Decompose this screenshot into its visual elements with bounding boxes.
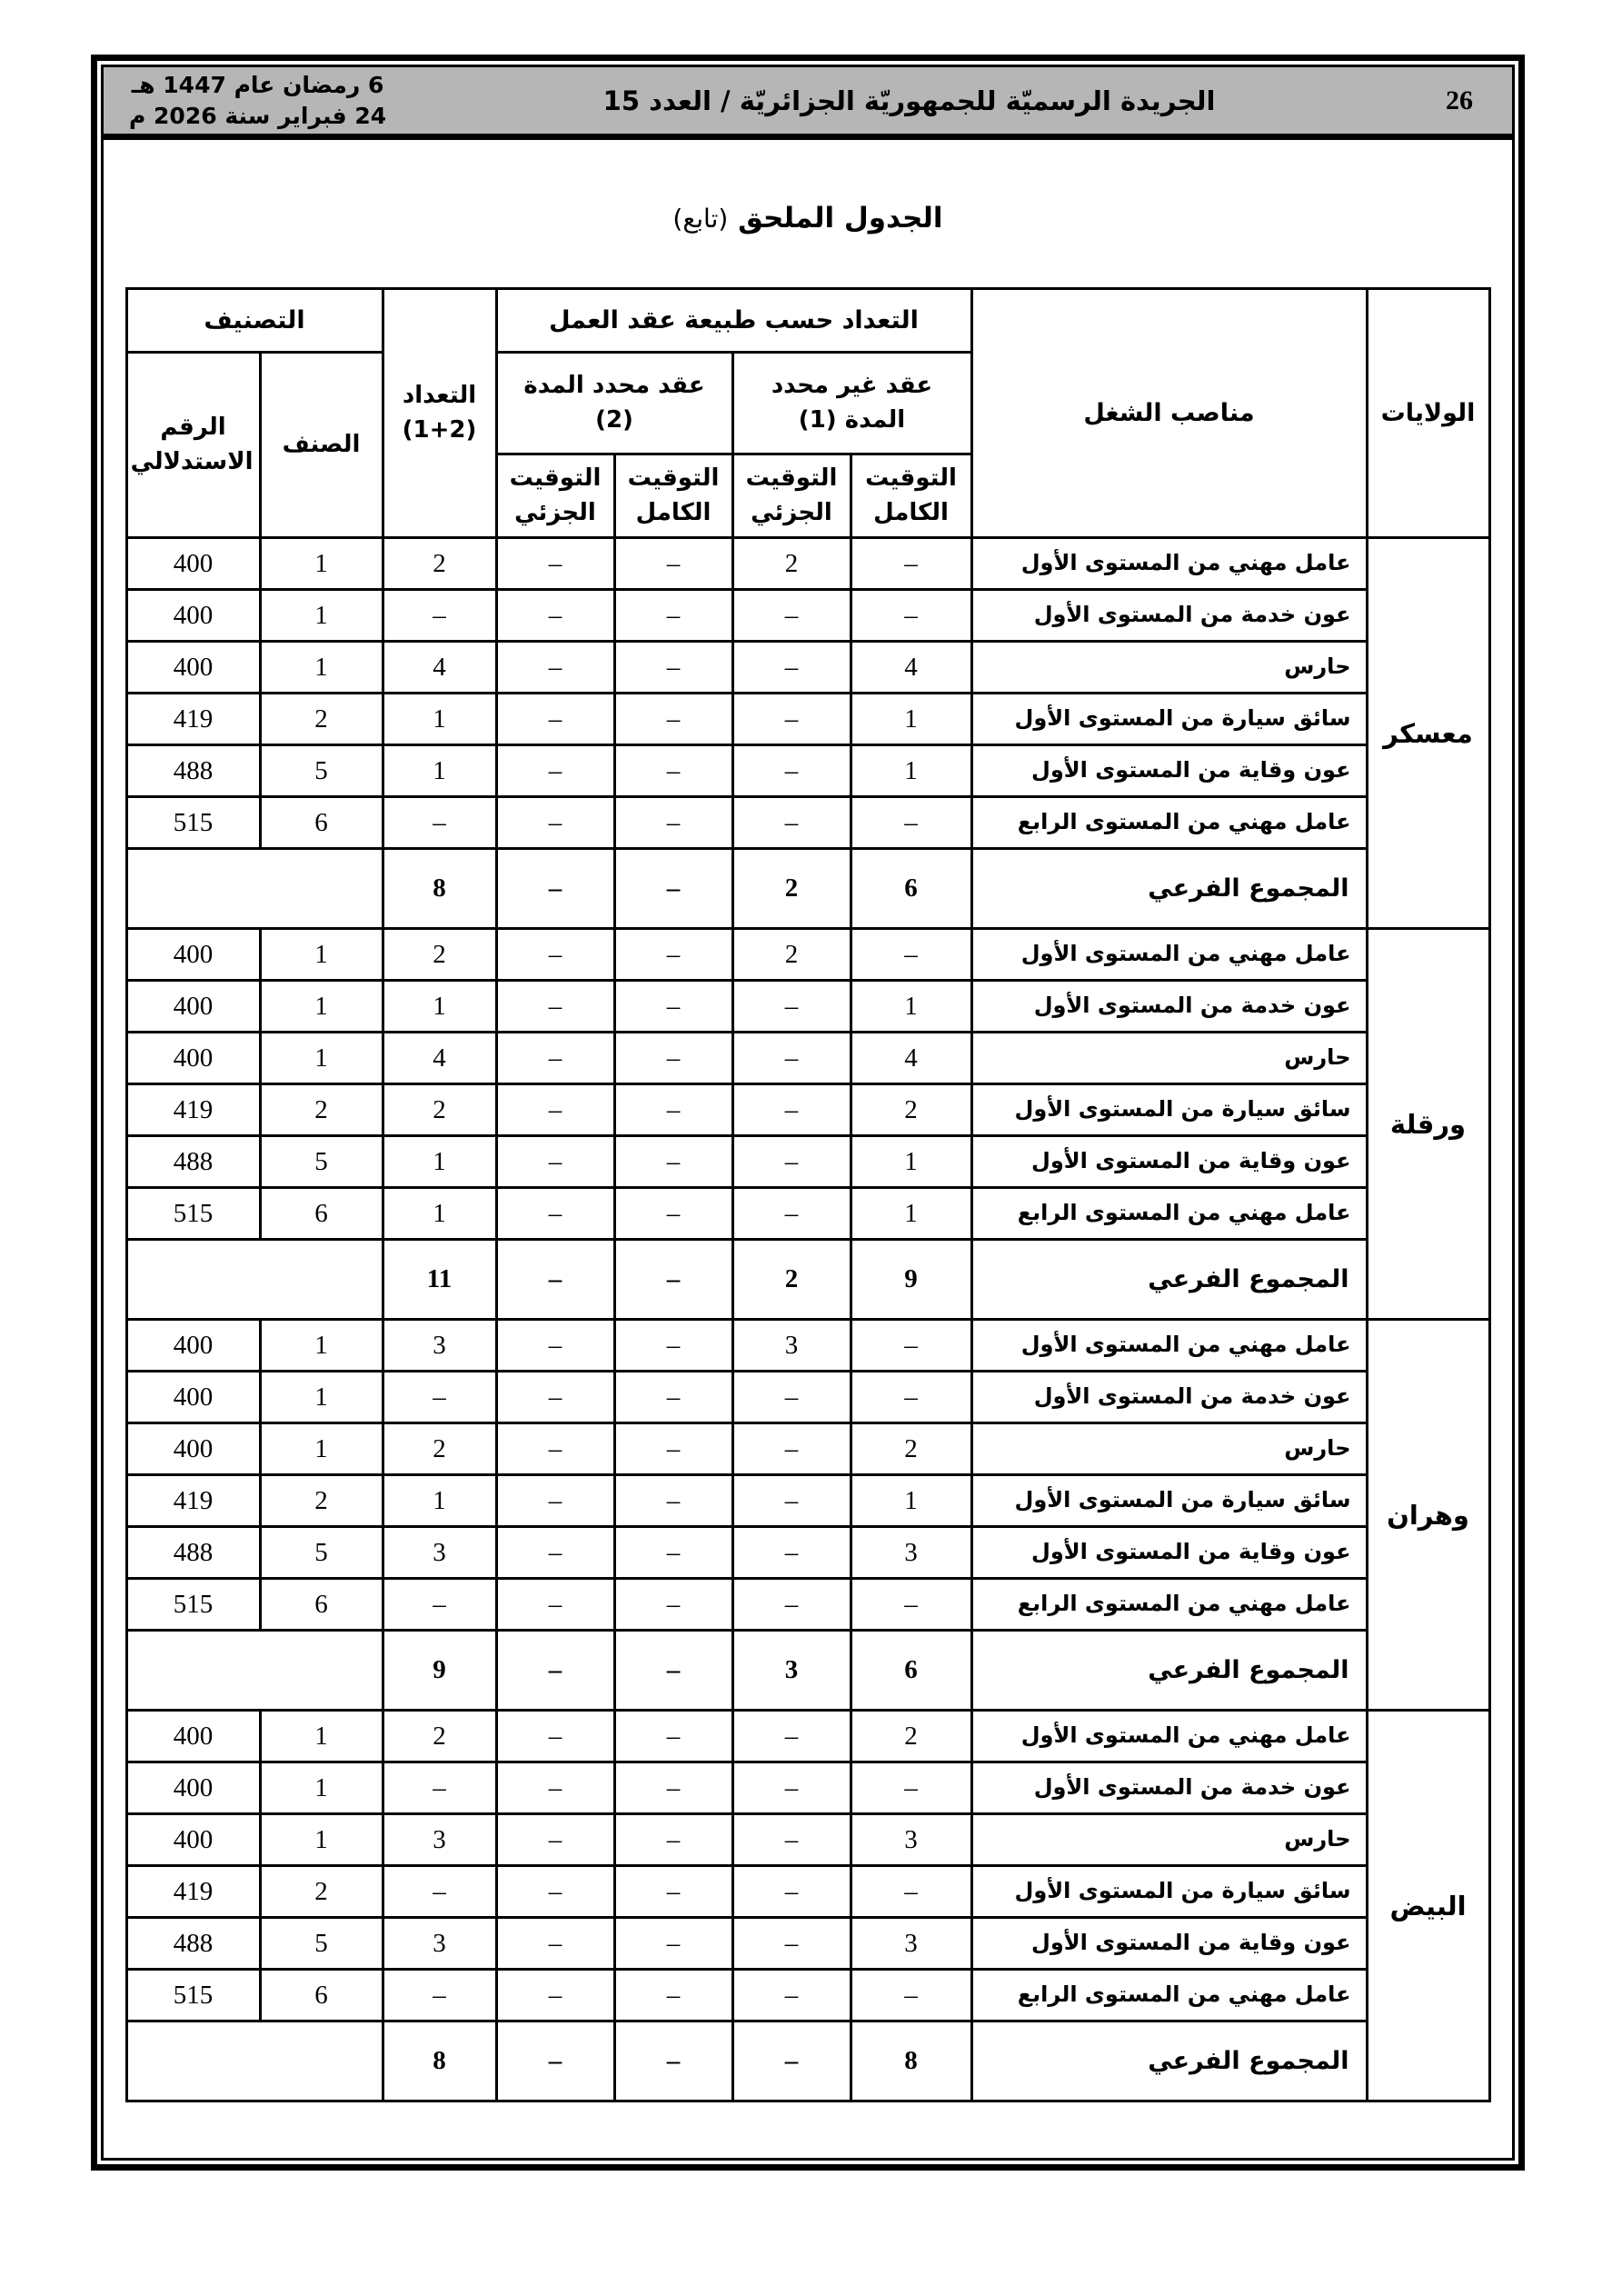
category-cell: 1 (260, 1814, 383, 1866)
total-cell: 1 (383, 1188, 496, 1240)
table-row (126, 1320, 1489, 1372)
full1-cell: 1 (851, 745, 971, 797)
total-cell: 4 (383, 642, 496, 694)
full1-cell: 1 (851, 1136, 971, 1188)
category-cell: 5 (260, 1918, 383, 1970)
job-cell: حارس (971, 642, 1367, 694)
part2-cell: – (496, 1475, 614, 1527)
full1-cell: – (851, 1866, 971, 1918)
subtotal-part2-cell: – (496, 2021, 614, 2101)
job-cell: عون وقاية من المستوى الأول (971, 1136, 1367, 1188)
col-header-wilayas: الولايات (1367, 289, 1489, 538)
masthead-dates (129, 70, 386, 132)
subtotal-classification-blank-cell (126, 849, 383, 929)
total-cell: 3 (383, 1918, 496, 1970)
subtotal-row (126, 1240, 1489, 1320)
col-header-index-number: الرقم الاستدلالي (126, 353, 260, 538)
table-row (126, 1579, 1489, 1631)
category-cell: 6 (260, 1188, 383, 1240)
total-cell: 2 (383, 538, 496, 590)
part1-cell: – (732, 1527, 851, 1579)
full2-cell: – (614, 1579, 732, 1631)
full1-cell: – (851, 1970, 971, 2021)
part1-cell: – (732, 797, 851, 849)
part1-cell: – (732, 745, 851, 797)
index-number-cell: 515 (126, 1970, 260, 2021)
part2-cell: – (496, 1970, 614, 2021)
col-header-jobs: مناصب الشغل (971, 289, 1367, 538)
full1-cell: 2 (851, 1084, 971, 1136)
job-cell: عون وقاية من المستوى الأول (971, 1918, 1367, 1970)
part2-cell: – (496, 1372, 614, 1423)
full2-cell: – (614, 1033, 732, 1084)
full1-cell: – (851, 538, 971, 590)
full1-cell: 4 (851, 1033, 971, 1084)
index-number-cell: 515 (126, 1188, 260, 1240)
index-number-cell: 400 (126, 1711, 260, 1762)
part2-cell: – (496, 1762, 614, 1814)
job-cell: حارس (971, 1814, 1367, 1866)
full1-cell: 1 (851, 1188, 971, 1240)
job-cell: سائق سيارة من المستوى الأول (971, 1866, 1367, 1918)
index-number-cell: 515 (126, 1579, 260, 1631)
total-cell: 1 (383, 694, 496, 745)
table-row (126, 1711, 1489, 1762)
job-cell: حارس (971, 1033, 1367, 1084)
total-cell: – (383, 797, 496, 849)
total-cell: 3 (383, 1814, 496, 1866)
index-number-cell: 400 (126, 1762, 260, 1814)
page-frame-inner (101, 65, 1515, 2161)
part2-cell: – (496, 1033, 614, 1084)
job-cell: عون وقاية من المستوى الأول (971, 1527, 1367, 1579)
subtotal-label-cell: المجموع الفرعي (971, 849, 1367, 929)
page-number: 26 (1446, 85, 1473, 115)
index-number-cell: 419 (126, 1866, 260, 1918)
wilaya-cell: معسكر (1367, 538, 1489, 929)
part1-cell: – (732, 1084, 851, 1136)
job-cell: عامل مهني من المستوى الأول (971, 538, 1367, 590)
part1-cell: 3 (732, 1320, 851, 1372)
total-cell: 2 (383, 1084, 496, 1136)
table-row (126, 538, 1489, 590)
part2-cell: – (496, 1423, 614, 1475)
total-cell: – (383, 1579, 496, 1631)
table-row (126, 1423, 1489, 1475)
full1-cell: 1 (851, 981, 971, 1033)
part1-cell: – (732, 590, 851, 642)
part1-cell: – (732, 1814, 851, 1866)
part2-cell: – (496, 1188, 614, 1240)
job-cell: سائق سيارة من المستوى الأول (971, 1084, 1367, 1136)
full2-cell: – (614, 981, 732, 1033)
index-number-cell: 400 (126, 538, 260, 590)
table-title-suffix: (تابع) (672, 204, 729, 234)
subtotal-total-cell: 8 (383, 2021, 496, 2101)
category-cell: 1 (260, 1711, 383, 1762)
total-cell: 3 (383, 1527, 496, 1579)
table-row (126, 1188, 1489, 1240)
full2-cell: – (614, 1188, 732, 1240)
job-cell: عون خدمة من المستوى الأول (971, 1372, 1367, 1423)
subtotal-full1-cell: 9 (851, 1240, 971, 1320)
col-header-full-time-open: التوقيت الكامل (851, 454, 971, 538)
subtotal-classification-blank-cell (126, 1240, 383, 1320)
part2-cell: – (496, 694, 614, 745)
index-number-cell: 488 (126, 1527, 260, 1579)
category-cell: 2 (260, 1866, 383, 1918)
index-number-cell: 419 (126, 1475, 260, 1527)
part1-cell: – (732, 981, 851, 1033)
total-cell: – (383, 1372, 496, 1423)
part1-cell: – (732, 1762, 851, 1814)
full1-cell: – (851, 1762, 971, 1814)
full1-cell: – (851, 797, 971, 849)
total-cell: 1 (383, 745, 496, 797)
full1-cell: – (851, 1579, 971, 1631)
category-cell: 1 (260, 1423, 383, 1475)
subtotal-full2-cell: – (614, 1631, 732, 1711)
subtotal-label-cell: المجموع الفرعي (971, 2021, 1367, 2101)
table-row (126, 1866, 1489, 1918)
full2-cell: – (614, 1918, 732, 1970)
full2-cell: – (614, 1814, 732, 1866)
part2-cell: – (496, 1320, 614, 1372)
col-header-count-group: التعداد حسب طبيعة عقد العمل (496, 289, 971, 353)
full2-cell: – (614, 1372, 732, 1423)
full2-cell: – (614, 929, 732, 981)
wilaya-cell: البيض (1367, 1711, 1489, 2101)
table-row (126, 929, 1489, 981)
subtotal-total-cell: 9 (383, 1631, 496, 1711)
table-row (126, 1136, 1489, 1188)
full1-cell: 3 (851, 1918, 971, 1970)
full2-cell: – (614, 797, 732, 849)
table-row (126, 1762, 1489, 1814)
index-number-cell: 400 (126, 981, 260, 1033)
part1-cell: – (732, 1475, 851, 1527)
category-cell: 5 (260, 745, 383, 797)
part1-cell: – (732, 1866, 851, 1918)
part1-cell: – (732, 1372, 851, 1423)
job-cell: عامل مهني من المستوى الأول (971, 1320, 1367, 1372)
full2-cell: – (614, 1475, 732, 1527)
part2-cell: – (496, 797, 614, 849)
total-cell: 4 (383, 1033, 496, 1084)
index-number-cell: 488 (126, 745, 260, 797)
subtotal-row (126, 1631, 1489, 1711)
part2-cell: – (496, 1136, 614, 1188)
table-body (126, 538, 1489, 2101)
job-cell: حارس (971, 1423, 1367, 1475)
full1-cell: 3 (851, 1814, 971, 1866)
index-number-cell: 515 (126, 797, 260, 849)
job-cell: عون خدمة من المستوى الأول (971, 1762, 1367, 1814)
category-cell: 6 (260, 1970, 383, 2021)
part2-cell: – (496, 1814, 614, 1866)
subtotal-part1-cell: – (732, 2021, 851, 2101)
category-cell: 6 (260, 797, 383, 849)
subtotal-full1-cell: 6 (851, 849, 971, 929)
subtotal-part2-cell: – (496, 849, 614, 929)
job-cell: عون خدمة من المستوى الأول (971, 590, 1367, 642)
full1-cell: – (851, 590, 971, 642)
category-cell: 1 (260, 538, 383, 590)
subtotal-label-cell: المجموع الفرعي (971, 1631, 1367, 1711)
subtotal-row (126, 849, 1489, 929)
full2-cell: – (614, 1423, 732, 1475)
full2-cell: – (614, 1320, 732, 1372)
full2-cell: – (614, 1711, 732, 1762)
subtotal-full2-cell: – (614, 849, 732, 929)
part2-cell: – (496, 929, 614, 981)
category-cell: 2 (260, 694, 383, 745)
table-row (126, 642, 1489, 694)
full2-cell: – (614, 1136, 732, 1188)
part1-cell: 2 (732, 538, 851, 590)
full1-cell: 2 (851, 1423, 971, 1475)
category-cell: 1 (260, 590, 383, 642)
total-cell: 3 (383, 1320, 496, 1372)
col-header-open-contract: عقد غير محدد المدة (1) (732, 353, 971, 454)
job-cell: عون خدمة من المستوى الأول (971, 981, 1367, 1033)
part2-cell: – (496, 1084, 614, 1136)
subtotal-full1-cell: 6 (851, 1631, 971, 1711)
subtotal-total-cell: 11 (383, 1240, 496, 1320)
part1-cell: 2 (732, 929, 851, 981)
category-cell: 6 (260, 1579, 383, 1631)
subtotal-part2-cell: – (496, 1240, 614, 1320)
index-number-cell: 400 (126, 1423, 260, 1475)
col-header-classification: التصنيف (126, 289, 383, 353)
table-row (126, 694, 1489, 745)
subtotal-full2-cell: – (614, 1240, 732, 1320)
table-row (126, 1475, 1489, 1527)
job-cell: عامل مهني من المستوى الأول (971, 929, 1367, 981)
full1-cell: 3 (851, 1527, 971, 1579)
date-hijri: 6 رمضان عام 1447 هـ (131, 71, 384, 98)
col-header-full-time-fixed: التوقيت الكامل (614, 454, 732, 538)
table-row (126, 1527, 1489, 1579)
index-number-cell: 400 (126, 642, 260, 694)
category-cell: 1 (260, 1320, 383, 1372)
category-cell: 1 (260, 929, 383, 981)
job-cell: عامل مهني من المستوى الرابع (971, 797, 1367, 849)
full2-cell: – (614, 538, 732, 590)
table-row (126, 590, 1489, 642)
category-cell: 5 (260, 1136, 383, 1188)
total-cell: – (383, 1762, 496, 1814)
index-number-cell: 419 (126, 1084, 260, 1136)
table-title-text: الجدول الملحق (738, 202, 943, 235)
col-header-total: التعداد (2+1) (383, 289, 496, 538)
subtotal-part1-cell: 2 (732, 1240, 851, 1320)
part1-cell: – (732, 1033, 851, 1084)
part2-cell: – (496, 745, 614, 797)
part1-cell: – (732, 1136, 851, 1188)
subtotal-full1-cell: 8 (851, 2021, 971, 2101)
part1-cell: – (732, 694, 851, 745)
masthead (104, 67, 1512, 140)
col-header-fixed-contract: عقد محدد المدة (2) (496, 353, 732, 454)
category-cell: 2 (260, 1084, 383, 1136)
subtotal-part2-cell: – (496, 1631, 614, 1711)
total-cell: 2 (383, 1423, 496, 1475)
total-cell: – (383, 1866, 496, 1918)
part2-cell: – (496, 1866, 614, 1918)
subtotal-label-cell: المجموع الفرعي (971, 1240, 1367, 1320)
part2-cell: – (496, 1711, 614, 1762)
part2-cell: – (496, 642, 614, 694)
wilaya-cell: وهران (1367, 1320, 1489, 1711)
table-row (126, 797, 1489, 849)
index-number-cell: 488 (126, 1918, 260, 1970)
part2-cell: – (496, 1918, 614, 1970)
full1-cell: 2 (851, 1711, 971, 1762)
total-cell: – (383, 1970, 496, 2021)
full2-cell: – (614, 1527, 732, 1579)
table-row (126, 981, 1489, 1033)
table-title (104, 202, 1512, 235)
category-cell: 1 (260, 1372, 383, 1423)
full2-cell: – (614, 694, 732, 745)
full1-cell: – (851, 1320, 971, 1372)
job-cell: عامل مهني من المستوى الرابع (971, 1970, 1367, 2021)
total-cell: – (383, 590, 496, 642)
job-cell: عامل مهني من المستوى الأول (971, 1711, 1367, 1762)
total-cell: 1 (383, 1136, 496, 1188)
wilaya-cell: ورقلة (1367, 929, 1489, 1320)
full2-cell: – (614, 642, 732, 694)
table-row (126, 1970, 1489, 2021)
category-cell: 1 (260, 1762, 383, 1814)
category-cell: 1 (260, 1033, 383, 1084)
annex-table (125, 287, 1491, 2102)
subtotal-classification-blank-cell (126, 1631, 383, 1711)
full2-cell: – (614, 1084, 732, 1136)
part1-cell: – (732, 1970, 851, 2021)
header-row-groups (126, 289, 1489, 353)
job-cell: سائق سيارة من المستوى الأول (971, 1475, 1367, 1527)
index-number-cell: 488 (126, 1136, 260, 1188)
col-header-category: الصنف (260, 353, 383, 538)
table-row (126, 1814, 1489, 1866)
full1-cell: – (851, 929, 971, 981)
full2-cell: – (614, 590, 732, 642)
part2-cell: – (496, 981, 614, 1033)
index-number-cell: 419 (126, 694, 260, 745)
col-header-part-time-open: التوقيت الجزئي (732, 454, 851, 538)
journal-title: الجريدة الرسميّة للجمهوريّة الجزائريّة / العدد 15 (602, 85, 1216, 116)
category-cell: 1 (260, 981, 383, 1033)
subtotal-row (126, 2021, 1489, 2101)
full1-cell: 1 (851, 1475, 971, 1527)
table-row (126, 1084, 1489, 1136)
subtotal-classification-blank-cell (126, 2021, 383, 2101)
index-number-cell: 400 (126, 1372, 260, 1423)
job-cell: عامل مهني من المستوى الرابع (971, 1579, 1367, 1631)
part2-cell: – (496, 1579, 614, 1631)
part2-cell: – (496, 590, 614, 642)
index-number-cell: 400 (126, 590, 260, 642)
full1-cell: 1 (851, 694, 971, 745)
page-frame (91, 55, 1525, 2171)
category-cell: 5 (260, 1527, 383, 1579)
category-cell: 2 (260, 1475, 383, 1527)
subtotal-total-cell: 8 (383, 849, 496, 929)
index-number-cell: 400 (126, 929, 260, 981)
job-cell: سائق سيارة من المستوى الأول (971, 694, 1367, 745)
part1-cell: – (732, 1188, 851, 1240)
total-cell: 1 (383, 981, 496, 1033)
total-cell: 2 (383, 1711, 496, 1762)
subtotal-part1-cell: 3 (732, 1631, 851, 1711)
date-gregorian: 24 فبراير سنة 2026 م (129, 102, 387, 129)
index-number-cell: 400 (126, 1814, 260, 1866)
part1-cell: – (732, 1579, 851, 1631)
full2-cell: – (614, 1866, 732, 1918)
part2-cell: – (496, 1527, 614, 1579)
total-cell: 2 (383, 929, 496, 981)
part2-cell: – (496, 538, 614, 590)
full2-cell: – (614, 1762, 732, 1814)
full1-cell: 4 (851, 642, 971, 694)
part1-cell: – (732, 642, 851, 694)
full2-cell: – (614, 745, 732, 797)
part1-cell: – (732, 1918, 851, 1970)
category-cell: 1 (260, 642, 383, 694)
index-number-cell: 400 (126, 1320, 260, 1372)
part1-cell: – (732, 1423, 851, 1475)
job-cell: عون وقاية من المستوى الأول (971, 745, 1367, 797)
full2-cell: – (614, 1970, 732, 2021)
total-cell: 1 (383, 1475, 496, 1527)
table-row (126, 1918, 1489, 1970)
subtotal-part1-cell: 2 (732, 849, 851, 929)
job-cell: عامل مهني من المستوى الرابع (971, 1188, 1367, 1240)
subtotal-full2-cell: – (614, 2021, 732, 2101)
table-row (126, 1372, 1489, 1423)
part1-cell: – (732, 1711, 851, 1762)
index-number-cell: 400 (126, 1033, 260, 1084)
table-row (126, 1033, 1489, 1084)
full1-cell: – (851, 1372, 971, 1423)
table-row (126, 745, 1489, 797)
col-header-part-time-fixed: التوقيت الجزئي (496, 454, 614, 538)
